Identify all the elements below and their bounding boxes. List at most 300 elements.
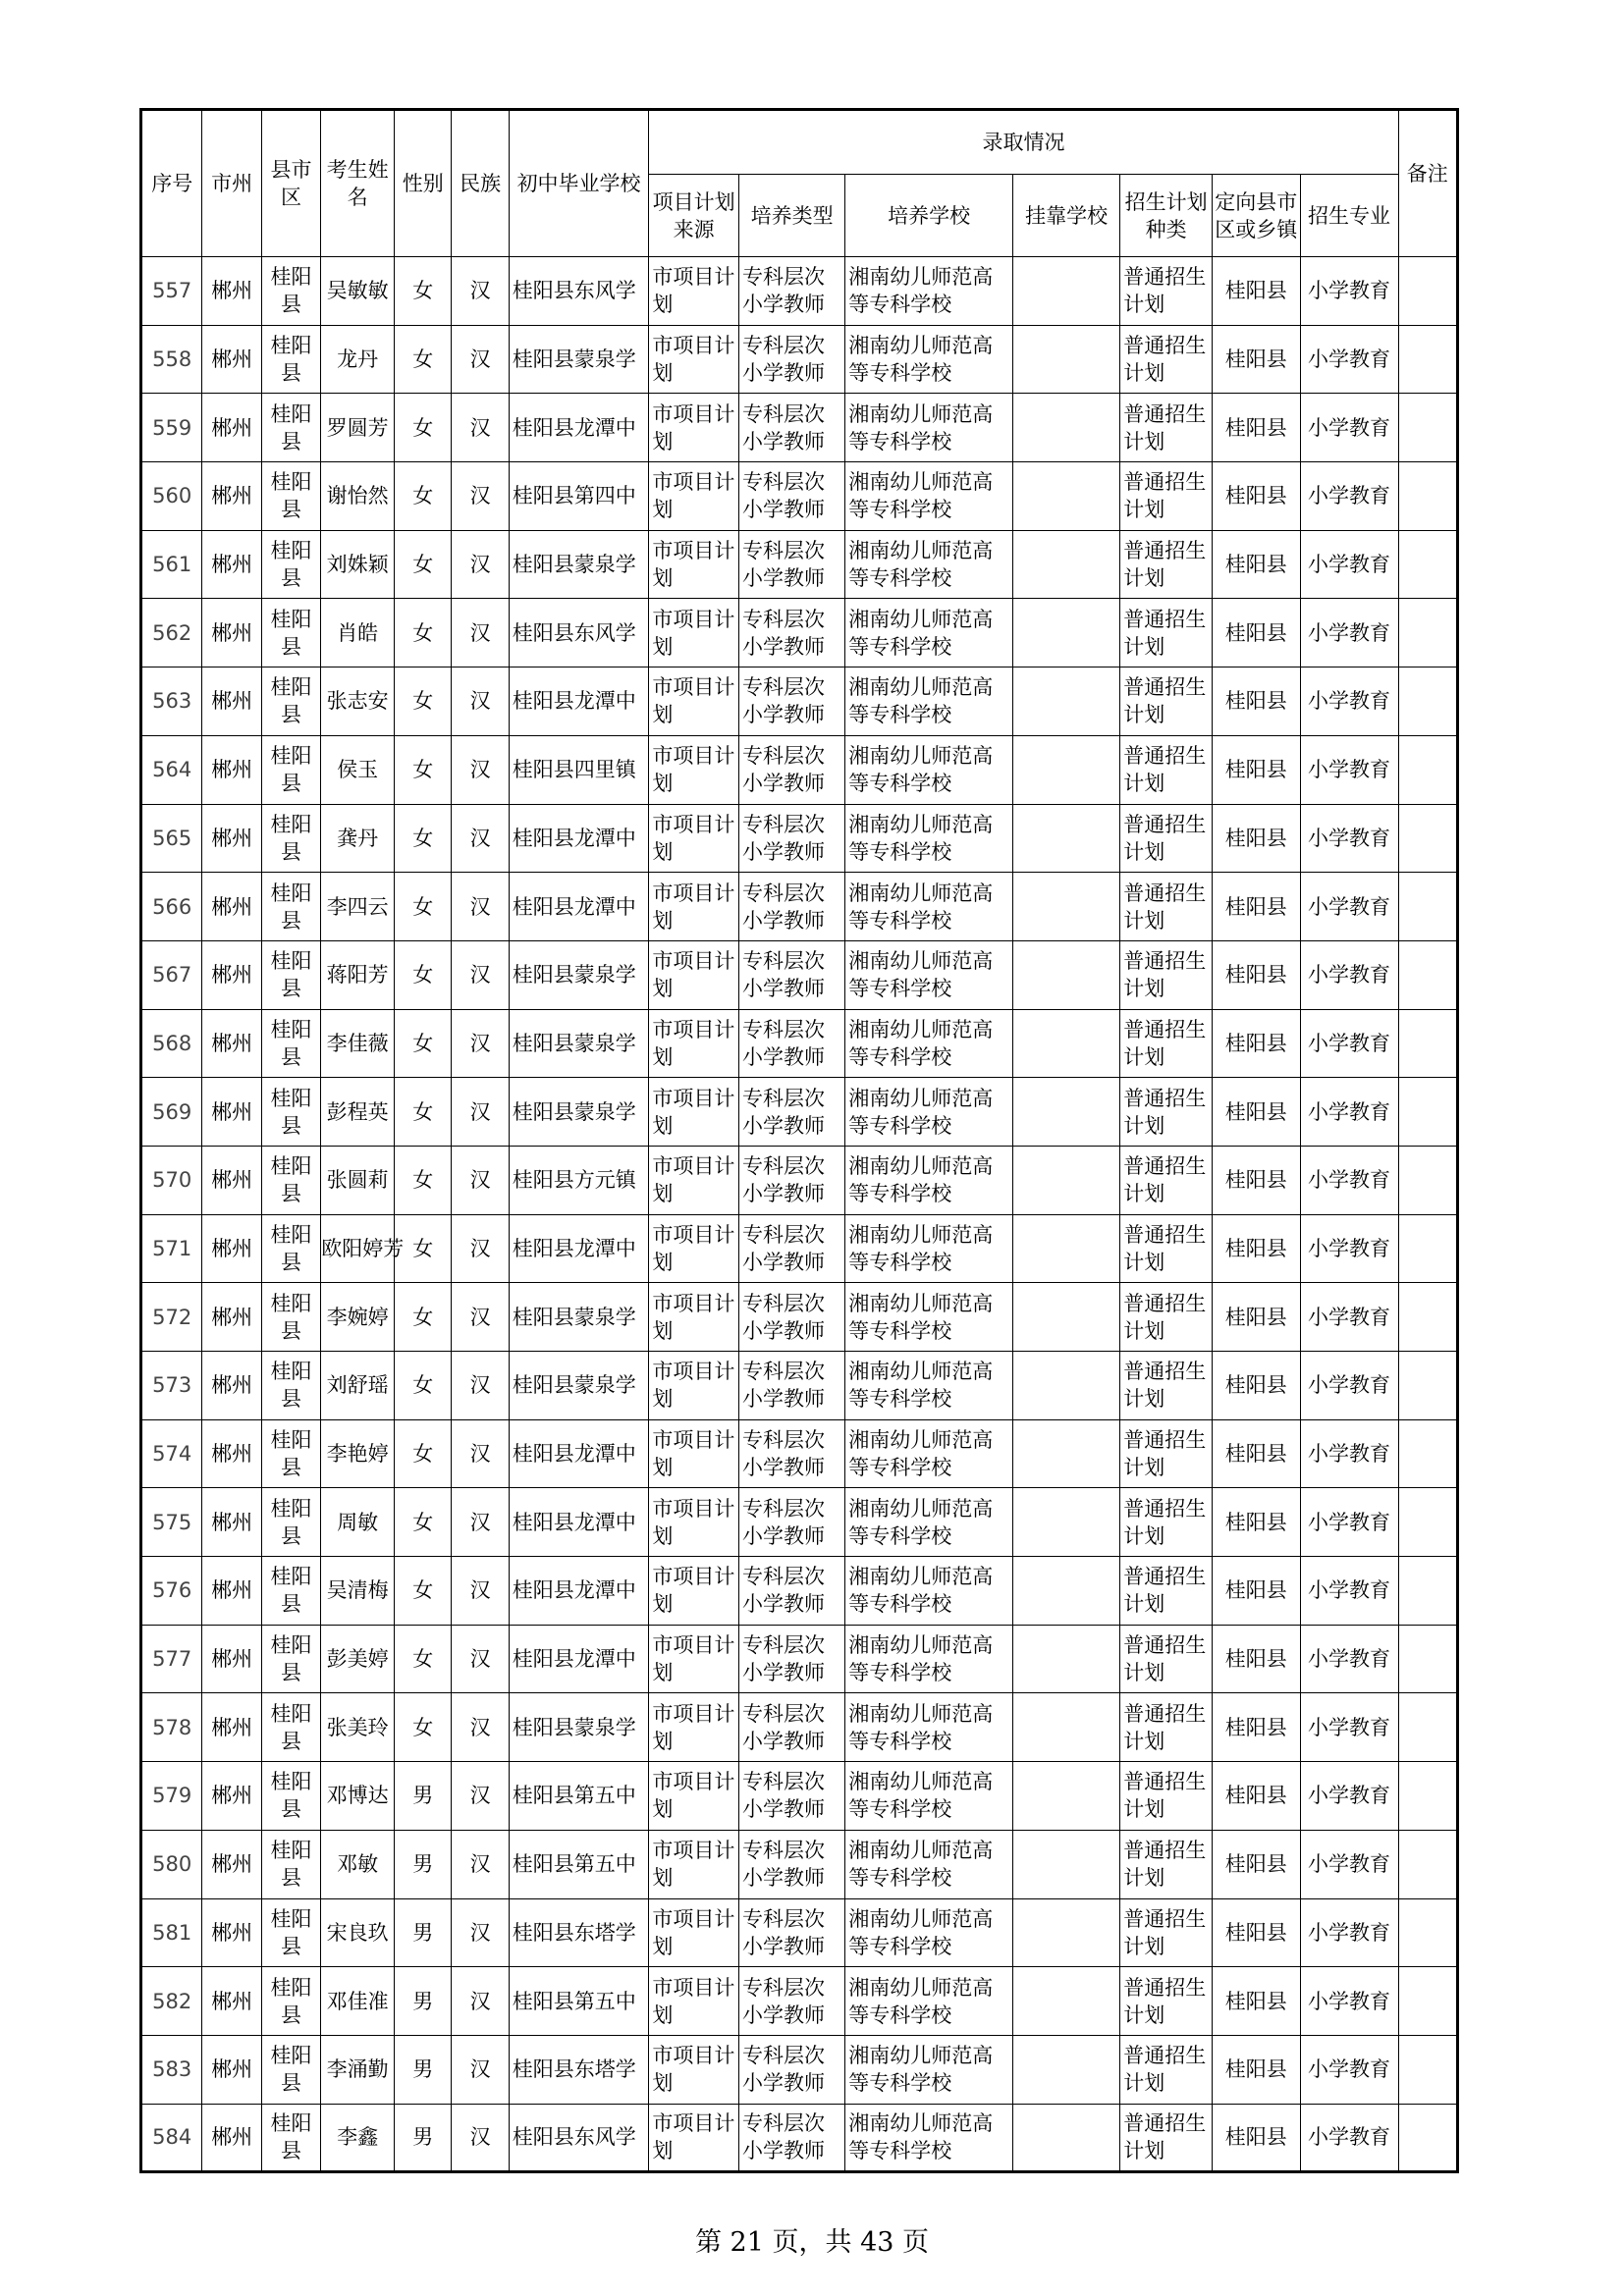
cell-type: 专科层次小学教师: [738, 1625, 844, 1693]
cell-major: 小学教育: [1300, 394, 1398, 462]
cell-school: 桂阳县蒙泉学: [509, 325, 649, 394]
cell-source: 市项目计划: [649, 1009, 739, 1078]
cell-seq: 579: [141, 1762, 202, 1831]
cell-train-school: 湘南幼儿师范高等专科学校: [845, 735, 1013, 804]
header-source: 项目计划来源: [649, 175, 739, 257]
cell-source: 市项目计划: [649, 599, 739, 667]
table-row: [141, 1488, 1458, 1557]
cell-county: 桂阳县: [261, 1693, 320, 1762]
cell-remark: [1398, 667, 1457, 736]
cell-ethnicity: 汉: [452, 1557, 509, 1626]
cell-plan-kind: 普通招生计划: [1120, 1419, 1213, 1488]
cell-gender: 女: [395, 1693, 452, 1762]
cell-type: 专科层次小学教师: [738, 325, 844, 394]
cell-source: 市项目计划: [649, 1078, 739, 1147]
cell-city: 郴州: [202, 667, 261, 736]
cell-county: 桂阳县: [261, 735, 320, 804]
cell-remark: [1398, 1830, 1457, 1898]
cell-directed: 桂阳县: [1212, 1488, 1300, 1557]
cell-plan-kind: 普通招生计划: [1120, 257, 1213, 326]
cell-county: 桂阳县: [261, 1488, 320, 1557]
header-directed: 定向县市区或乡镇: [1212, 175, 1300, 257]
cell-train-school: 湘南幼儿师范高等专科学校: [845, 1078, 1013, 1147]
cell-seq: 574: [141, 1419, 202, 1488]
cell-ethnicity: 汉: [452, 735, 509, 804]
cell-train-school: 湘南幼儿师范高等专科学校: [845, 2104, 1013, 2172]
cell-name: 龙丹: [321, 325, 395, 394]
cell-seq: 566: [141, 873, 202, 941]
cell-directed: 桂阳县: [1212, 1625, 1300, 1693]
cell-train-school: 湘南幼儿师范高等专科学校: [845, 1214, 1013, 1283]
table-row: [141, 1693, 1458, 1762]
cell-affiliated: [1012, 394, 1119, 462]
cell-directed: 桂阳县: [1212, 530, 1300, 599]
cell-name: 李涌勤: [321, 2035, 395, 2104]
cell-source: 市项目计划: [649, 1762, 739, 1831]
cell-affiliated: [1012, 1557, 1119, 1626]
cell-source: 市项目计划: [649, 325, 739, 394]
cell-county: 桂阳县: [261, 530, 320, 599]
cell-directed: 桂阳县: [1212, 1419, 1300, 1488]
cell-remark: [1398, 1625, 1457, 1693]
cell-plan-kind: 普通招生计划: [1120, 2104, 1213, 2172]
cell-type: 专科层次小学教师: [738, 1146, 844, 1214]
cell-gender: 女: [395, 1352, 452, 1420]
cell-major: 小学教育: [1300, 1419, 1398, 1488]
cell-ethnicity: 汉: [452, 2104, 509, 2172]
cell-directed: 桂阳县: [1212, 2104, 1300, 2172]
cell-gender: 男: [395, 1762, 452, 1831]
cell-directed: 桂阳县: [1212, 599, 1300, 667]
cell-directed: 桂阳县: [1212, 1214, 1300, 1283]
cell-county: 桂阳县: [261, 1146, 320, 1214]
cell-directed: 桂阳县: [1212, 1352, 1300, 1420]
cell-school: 桂阳县蒙泉学: [509, 530, 649, 599]
cell-plan-kind: 普通招生计划: [1120, 1830, 1213, 1898]
cell-seq: 577: [141, 1625, 202, 1693]
cell-ethnicity: 汉: [452, 1009, 509, 1078]
cell-ethnicity: 汉: [452, 394, 509, 462]
cell-remark: [1398, 599, 1457, 667]
cell-seq: 562: [141, 599, 202, 667]
cell-source: 市项目计划: [649, 1488, 739, 1557]
cell-gender: 女: [395, 1625, 452, 1693]
cell-school: 桂阳县龙潭中: [509, 873, 649, 941]
cell-type: 专科层次小学教师: [738, 1830, 844, 1898]
table-row: [141, 667, 1458, 736]
cell-source: 市项目计划: [649, 1283, 739, 1352]
cell-major: 小学教育: [1300, 1967, 1398, 2036]
cell-county: 桂阳县: [261, 1283, 320, 1352]
cell-affiliated: [1012, 1488, 1119, 1557]
cell-plan-kind: 普通招生计划: [1120, 940, 1213, 1009]
header-gender: 性别: [395, 110, 452, 257]
cell-name: 龚丹: [321, 804, 395, 873]
table-row: [141, 873, 1458, 941]
cell-name: 李婉婷: [321, 1283, 395, 1352]
cell-type: 专科层次小学教师: [738, 1419, 844, 1488]
cell-train-school: 湘南幼儿师范高等专科学校: [845, 1146, 1013, 1214]
cell-plan-kind: 普通招生计划: [1120, 1283, 1213, 1352]
cell-name: 张圆莉: [321, 1146, 395, 1214]
cell-remark: [1398, 1352, 1457, 1420]
cell-school: 桂阳县蒙泉学: [509, 940, 649, 1009]
cell-source: 市项目计划: [649, 257, 739, 326]
cell-affiliated: [1012, 1078, 1119, 1147]
cell-affiliated: [1012, 1898, 1119, 1967]
cell-plan-kind: 普通招生计划: [1120, 1146, 1213, 1214]
table-row: [141, 804, 1458, 873]
cell-seq: 581: [141, 1898, 202, 1967]
header-school: 初中毕业学校: [509, 110, 649, 257]
cell-source: 市项目计划: [649, 1557, 739, 1626]
cell-school: 桂阳县龙潭中: [509, 667, 649, 736]
cell-type: 专科层次小学教师: [738, 1557, 844, 1626]
cell-gender: 男: [395, 2035, 452, 2104]
cell-type: 专科层次小学教师: [738, 1078, 844, 1147]
cell-train-school: 湘南幼儿师范高等专科学校: [845, 1625, 1013, 1693]
cell-remark: [1398, 873, 1457, 941]
cell-name: 肖皓: [321, 599, 395, 667]
cell-type: 专科层次小学教师: [738, 257, 844, 326]
cell-train-school: 湘南幼儿师范高等专科学校: [845, 1557, 1013, 1626]
cell-county: 桂阳县: [261, 804, 320, 873]
cell-major: 小学教育: [1300, 1762, 1398, 1831]
cell-school: 桂阳县东风学: [509, 257, 649, 326]
cell-city: 郴州: [202, 1488, 261, 1557]
cell-county: 桂阳县: [261, 325, 320, 394]
cell-ethnicity: 汉: [452, 1488, 509, 1557]
cell-remark: [1398, 1967, 1457, 2036]
cell-city: 郴州: [202, 1419, 261, 1488]
cell-type: 专科层次小学教师: [738, 599, 844, 667]
cell-affiliated: [1012, 1762, 1119, 1831]
cell-major: 小学教育: [1300, 1625, 1398, 1693]
cell-train-school: 湘南幼儿师范高等专科学校: [845, 530, 1013, 599]
cell-plan-kind: 普通招生计划: [1120, 1625, 1213, 1693]
cell-city: 郴州: [202, 804, 261, 873]
cell-seq: 565: [141, 804, 202, 873]
cell-name: 欧阳婷芳: [321, 1214, 395, 1283]
cell-county: 桂阳县: [261, 1898, 320, 1967]
cell-city: 郴州: [202, 2035, 261, 2104]
cell-seq: 575: [141, 1488, 202, 1557]
header-type: 培养类型: [738, 175, 844, 257]
cell-plan-kind: 普通招生计划: [1120, 804, 1213, 873]
cell-major: 小学教育: [1300, 1693, 1398, 1762]
cell-type: 专科层次小学教师: [738, 1898, 844, 1967]
cell-seq: 583: [141, 2035, 202, 2104]
cell-gender: 女: [395, 1146, 452, 1214]
cell-affiliated: [1012, 325, 1119, 394]
cell-source: 市项目计划: [649, 1352, 739, 1420]
table-row: [141, 462, 1458, 531]
header-admission: 录取情况: [649, 110, 1398, 175]
cell-source: 市项目计划: [649, 1898, 739, 1967]
cell-train-school: 湘南幼儿师范高等专科学校: [845, 1352, 1013, 1420]
cell-gender: 男: [395, 1898, 452, 1967]
cell-school: 桂阳县蒙泉学: [509, 1283, 649, 1352]
table-row: [141, 1967, 1458, 2036]
cell-remark: [1398, 1898, 1457, 1967]
cell-source: 市项目计划: [649, 462, 739, 531]
cell-affiliated: [1012, 1625, 1119, 1693]
cell-type: 专科层次小学教师: [738, 1693, 844, 1762]
cell-plan-kind: 普通招生计划: [1120, 873, 1213, 941]
cell-remark: [1398, 1146, 1457, 1214]
cell-remark: [1398, 530, 1457, 599]
cell-ethnicity: 汉: [452, 1283, 509, 1352]
cell-county: 桂阳县: [261, 394, 320, 462]
table-row: [141, 940, 1458, 1009]
cell-affiliated: [1012, 257, 1119, 326]
cell-train-school: 湘南幼儿师范高等专科学校: [845, 599, 1013, 667]
cell-remark: [1398, 940, 1457, 1009]
cell-directed: 桂阳县: [1212, 804, 1300, 873]
cell-type: 专科层次小学教师: [738, 2035, 844, 2104]
cell-seq: 564: [141, 735, 202, 804]
cell-major: 小学教育: [1300, 1283, 1398, 1352]
cell-type: 专科层次小学教师: [738, 2104, 844, 2172]
table-row: [141, 1557, 1458, 1626]
cell-name: 吴清梅: [321, 1557, 395, 1626]
cell-gender: 女: [395, 1283, 452, 1352]
table-row: [141, 530, 1458, 599]
cell-name: 谢怡然: [321, 462, 395, 531]
cell-name: 李佳薇: [321, 1009, 395, 1078]
cell-directed: 桂阳县: [1212, 2035, 1300, 2104]
cell-plan-kind: 普通招生计划: [1120, 1557, 1213, 1626]
cell-gender: 女: [395, 1078, 452, 1147]
cell-school: 桂阳县东风学: [509, 599, 649, 667]
cell-plan-kind: 普通招生计划: [1120, 667, 1213, 736]
cell-seq: 567: [141, 940, 202, 1009]
cell-type: 专科层次小学教师: [738, 1352, 844, 1420]
cell-type: 专科层次小学教师: [738, 394, 844, 462]
cell-ethnicity: 汉: [452, 1078, 509, 1147]
cell-county: 桂阳县: [261, 873, 320, 941]
cell-ethnicity: 汉: [452, 1146, 509, 1214]
cell-gender: 女: [395, 804, 452, 873]
cell-affiliated: [1012, 804, 1119, 873]
cell-county: 桂阳县: [261, 2104, 320, 2172]
cell-major: 小学教育: [1300, 1146, 1398, 1214]
cell-plan-kind: 普通招生计划: [1120, 1898, 1213, 1967]
cell-name: 张志安: [321, 667, 395, 736]
cell-county: 桂阳县: [261, 1557, 320, 1626]
page-footer: 第 21 页，共 43 页: [694, 2227, 930, 2258]
cell-school: 桂阳县第五中: [509, 1830, 649, 1898]
cell-remark: [1398, 325, 1457, 394]
cell-plan-kind: 普通招生计划: [1120, 1762, 1213, 1831]
cell-name: 李鑫: [321, 2104, 395, 2172]
cell-school: 桂阳县龙潭中: [509, 394, 649, 462]
cell-directed: 桂阳县: [1212, 325, 1300, 394]
cell-remark: [1398, 1009, 1457, 1078]
cell-city: 郴州: [202, 1078, 261, 1147]
cell-train-school: 湘南幼儿师范高等专科学校: [845, 1693, 1013, 1762]
cell-major: 小学教育: [1300, 530, 1398, 599]
cell-type: 专科层次小学教师: [738, 1009, 844, 1078]
cell-plan-kind: 普通招生计划: [1120, 599, 1213, 667]
cell-train-school: 湘南幼儿师范高等专科学校: [845, 1830, 1013, 1898]
cell-directed: 桂阳县: [1212, 1967, 1300, 2036]
cell-major: 小学教育: [1300, 2104, 1398, 2172]
cell-directed: 桂阳县: [1212, 667, 1300, 736]
cell-ethnicity: 汉: [452, 1214, 509, 1283]
table-row: [141, 325, 1458, 394]
cell-train-school: 湘南幼儿师范高等专科学校: [845, 940, 1013, 1009]
cell-source: 市项目计划: [649, 2035, 739, 2104]
cell-city: 郴州: [202, 599, 261, 667]
table-row: [141, 599, 1458, 667]
cell-plan-kind: 普通招生计划: [1120, 1078, 1213, 1147]
cell-seq: 576: [141, 1557, 202, 1626]
cell-city: 郴州: [202, 1214, 261, 1283]
cell-remark: [1398, 735, 1457, 804]
cell-major: 小学教育: [1300, 1488, 1398, 1557]
cell-source: 市项目计划: [649, 530, 739, 599]
cell-plan-kind: 普通招生计划: [1120, 1693, 1213, 1762]
cell-name: 吴敏敏: [321, 257, 395, 326]
cell-name: 邓敏: [321, 1830, 395, 1898]
cell-source: 市项目计划: [649, 1830, 739, 1898]
cell-type: 专科层次小学教师: [738, 940, 844, 1009]
cell-name: 刘姝颖: [321, 530, 395, 599]
cell-major: 小学教育: [1300, 1009, 1398, 1078]
cell-seq: 582: [141, 1967, 202, 2036]
table-row: [141, 257, 1458, 326]
cell-seq: 558: [141, 325, 202, 394]
cell-city: 郴州: [202, 1557, 261, 1626]
cell-ethnicity: 汉: [452, 2035, 509, 2104]
table-row: [141, 1625, 1458, 1693]
cell-affiliated: [1012, 1009, 1119, 1078]
cell-city: 郴州: [202, 1146, 261, 1214]
cell-county: 桂阳县: [261, 462, 320, 531]
cell-gender: 女: [395, 735, 452, 804]
cell-major: 小学教育: [1300, 325, 1398, 394]
cell-gender: 女: [395, 462, 452, 531]
cell-city: 郴州: [202, 940, 261, 1009]
cell-type: 专科层次小学教师: [738, 735, 844, 804]
cell-source: 市项目计划: [649, 667, 739, 736]
table-row: [141, 1898, 1458, 1967]
cell-type: 专科层次小学教师: [738, 804, 844, 873]
cell-gender: 女: [395, 599, 452, 667]
cell-directed: 桂阳县: [1212, 1693, 1300, 1762]
cell-remark: [1398, 2035, 1457, 2104]
cell-major: 小学教育: [1300, 873, 1398, 941]
cell-source: 市项目计划: [649, 873, 739, 941]
cell-train-school: 湘南幼儿师范高等专科学校: [845, 462, 1013, 531]
cell-directed: 桂阳县: [1212, 1283, 1300, 1352]
cell-name: 周敏: [321, 1488, 395, 1557]
cell-ethnicity: 汉: [452, 530, 509, 599]
cell-seq: 569: [141, 1078, 202, 1147]
cell-train-school: 湘南幼儿师范高等专科学校: [845, 1009, 1013, 1078]
cell-school: 桂阳县龙潭中: [509, 1214, 649, 1283]
cell-affiliated: [1012, 873, 1119, 941]
cell-county: 桂阳县: [261, 1009, 320, 1078]
cell-gender: 男: [395, 1967, 452, 2036]
cell-source: 市项目计划: [649, 940, 739, 1009]
cell-directed: 桂阳县: [1212, 1557, 1300, 1626]
cell-source: 市项目计划: [649, 1214, 739, 1283]
table-row: [141, 1352, 1458, 1420]
cell-type: 专科层次小学教师: [738, 873, 844, 941]
cell-source: 市项目计划: [649, 1693, 739, 1762]
cell-plan-kind: 普通招生计划: [1120, 735, 1213, 804]
table-row: [141, 1830, 1458, 1898]
header-city: 市州: [202, 110, 261, 257]
cell-county: 桂阳县: [261, 1352, 320, 1420]
cell-remark: [1398, 1283, 1457, 1352]
cell-directed: 桂阳县: [1212, 940, 1300, 1009]
cell-gender: 女: [395, 1214, 452, 1283]
cell-school: 桂阳县东塔学: [509, 1898, 649, 1967]
cell-source: 市项目计划: [649, 804, 739, 873]
admission-table: [139, 108, 1459, 2173]
cell-type: 专科层次小学教师: [738, 1762, 844, 1831]
cell-county: 桂阳县: [261, 667, 320, 736]
cell-county: 桂阳县: [261, 2035, 320, 2104]
cell-ethnicity: 汉: [452, 1762, 509, 1831]
cell-directed: 桂阳县: [1212, 1146, 1300, 1214]
table-row: [141, 2104, 1458, 2172]
cell-affiliated: [1012, 940, 1119, 1009]
cell-remark: [1398, 1557, 1457, 1626]
cell-affiliated: [1012, 1693, 1119, 1762]
header-plan-kind: 招生计划种类: [1120, 175, 1213, 257]
cell-school: 桂阳县龙潭中: [509, 804, 649, 873]
cell-remark: [1398, 1488, 1457, 1557]
cell-type: 专科层次小学教师: [738, 1283, 844, 1352]
cell-remark: [1398, 257, 1457, 326]
header-ethnicity: 民族: [452, 110, 509, 257]
cell-name: 彭程英: [321, 1078, 395, 1147]
cell-remark: [1398, 1419, 1457, 1488]
cell-name: 张美玲: [321, 1693, 395, 1762]
cell-source: 市项目计划: [649, 1146, 739, 1214]
cell-seq: 584: [141, 2104, 202, 2172]
table-row: [141, 1419, 1458, 1488]
header-affiliated: 挂靠学校: [1012, 175, 1119, 257]
cell-city: 郴州: [202, 257, 261, 326]
table-row: [141, 1283, 1458, 1352]
cell-county: 桂阳县: [261, 1625, 320, 1693]
cell-gender: 女: [395, 325, 452, 394]
cell-city: 郴州: [202, 462, 261, 531]
cell-remark: [1398, 1693, 1457, 1762]
cell-plan-kind: 普通招生计划: [1120, 2035, 1213, 2104]
cell-ethnicity: 汉: [452, 1419, 509, 1488]
cell-school: 桂阳县蒙泉学: [509, 1693, 649, 1762]
cell-remark: [1398, 462, 1457, 531]
cell-plan-kind: 普通招生计划: [1120, 1488, 1213, 1557]
cell-county: 桂阳县: [261, 257, 320, 326]
cell-ethnicity: 汉: [452, 1352, 509, 1420]
cell-affiliated: [1012, 1214, 1119, 1283]
cell-gender: 男: [395, 1830, 452, 1898]
table-row: [141, 735, 1458, 804]
cell-directed: 桂阳县: [1212, 1009, 1300, 1078]
cell-city: 郴州: [202, 735, 261, 804]
cell-type: 专科层次小学教师: [738, 1967, 844, 2036]
cell-name: 罗圆芳: [321, 394, 395, 462]
cell-affiliated: [1012, 1419, 1119, 1488]
cell-seq: 573: [141, 1352, 202, 1420]
